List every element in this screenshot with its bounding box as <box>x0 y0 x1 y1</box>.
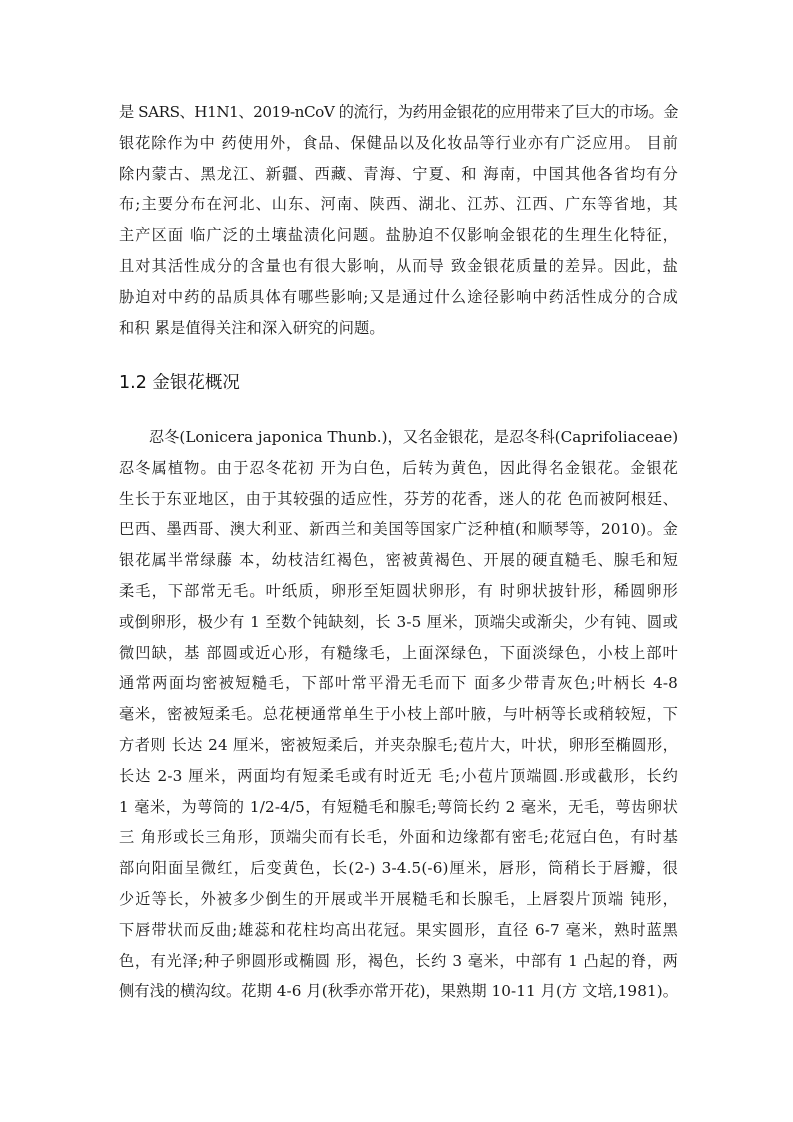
text-line: 色，有光泽;种子卵圆形或椭圆 形，褐色，长约 3 毫米，中部有 1 凸起的脊，两 <box>119 951 678 970</box>
text-line: 柔毛，下部常无毛。叶纸质，卵形至矩圆状卵形，有 时卵状披针形，稀圆卵形 <box>119 581 678 600</box>
text-line: 少近等长，外被多少倒生的开展或半开展糙毛和长腺毛，上唇裂片顶端 钝形， <box>119 889 678 908</box>
text-line: 巴西、墨西哥、澳大利亚、新西兰和美国等国家广泛种植(和顺琴等，2010)。金 <box>119 520 678 539</box>
text-line: 微凹缺，基 部圆或近心形，有糙缘毛，上面深绿色，下面淡绿色，小枝上部叶 <box>119 643 678 662</box>
text-line: 和积 累是值得关注和深入研究的问题。 <box>119 318 385 337</box>
text-line: 毫米，密被短柔毛。总花梗通常单生于小枝上部叶腋，与叶柄等长或稍较短，下 <box>119 705 678 724</box>
text-line: 忍冬属植物。由于忍冬花初 开为白色，后转为黄色，因此得名金银花。金银花 <box>119 458 678 477</box>
text-line: 银花除作为中 药使用外，食品、保健品以及化妆品等行业亦有广泛应用。 目前 <box>119 133 678 152</box>
intro-paragraph <box>119 97 678 343</box>
text-line: 方者则 长达 24 厘米，密被短柔后，并夹杂腺毛;苞片大，叶状，卵形至椭圆形， <box>119 735 678 754</box>
text-line: 侧有浅的横沟纹。花期 4-6 月(秋季亦常开花)，果熟期 10-11 月(方 文培,1981)。 <box>119 982 678 1001</box>
text-line: 长达 2-3 厘米，两面均有短柔毛或有时近无 毛;小苞片顶端圆.形或截形，长约 <box>119 766 678 785</box>
text-line: 布;主要分布在河北、山东、河南、陕西、湖北、江苏、江西、广东等省地，其 <box>119 195 678 214</box>
text-line: 通常两面均密被短糙毛，下部叶常平滑无毛而下 面多少带青灰色;叶柄长 4-8 <box>119 674 678 693</box>
text-line: 生长于东亚地区，由于其较强的适应性，芬芳的花香，迷人的花 色而被阿根廷、 <box>119 489 678 508</box>
text-line: 且对其活性成分的含量也有很大影响，从而导 致金银花质量的差异。因此，盐 <box>119 256 678 275</box>
text-line: 胁迫对中药的品质具体有哪些影响;又是通过什么途径影响中药活性成分的合成 <box>119 287 678 306</box>
text-line: 下唇带状而反曲;雄蕊和花柱均高出花冠。果实圆形，直径 6-7 毫米，熟时蓝黑 <box>119 920 678 939</box>
honeysuckle-overview-paragraph <box>119 422 678 1007</box>
text-line: 银花属半常绿藤 本，幼枝洁红褐色，密被黄褐色、开展的硬直糙毛、腺毛和短 <box>119 551 678 570</box>
text-line: 主产区面 临广泛的土壤盐渍化问题。盐胁迫不仅影响金银花的生理生化特征， <box>119 226 678 245</box>
text-line: 是 SARS、H1N1、2019-nCoV 的流行，为药用金银花的应用带来了巨大的市场。金 <box>119 103 678 121</box>
text-line: 或倒卵形，极少有 1 至数个钝缺刻，长 3-5 厘米，顶端尖或渐尖，少有钝、圆或 <box>119 612 678 631</box>
section-heading: 1.2 金银花概况 <box>119 373 240 393</box>
text-line: 忍冬(Lonicera japonica Thunb.)，又名金银花，是忍冬科(Caprifoliaceae) <box>149 428 679 446</box>
text-line: 除内蒙古、黑龙江、新疆、西藏、青海、宁夏、和 海南，中国其他各省均有分 <box>119 164 678 183</box>
text-line: 三 角形或长三角形，顶端尖而有长毛，外面和边缘都有密毛;花冠白色，有时基 <box>119 828 678 847</box>
text-line: 1 毫米，为萼筒的 1/2-4/5，有短糙毛和腺毛;萼筒长约 2 毫米，无毛，萼齿卵状 <box>119 797 678 816</box>
text-line: 部向阳面呈微红，后变黄色，长(2-) 3-4.5(-6)厘米，唇形，筒稍长于唇瓣，很 <box>119 859 678 878</box>
